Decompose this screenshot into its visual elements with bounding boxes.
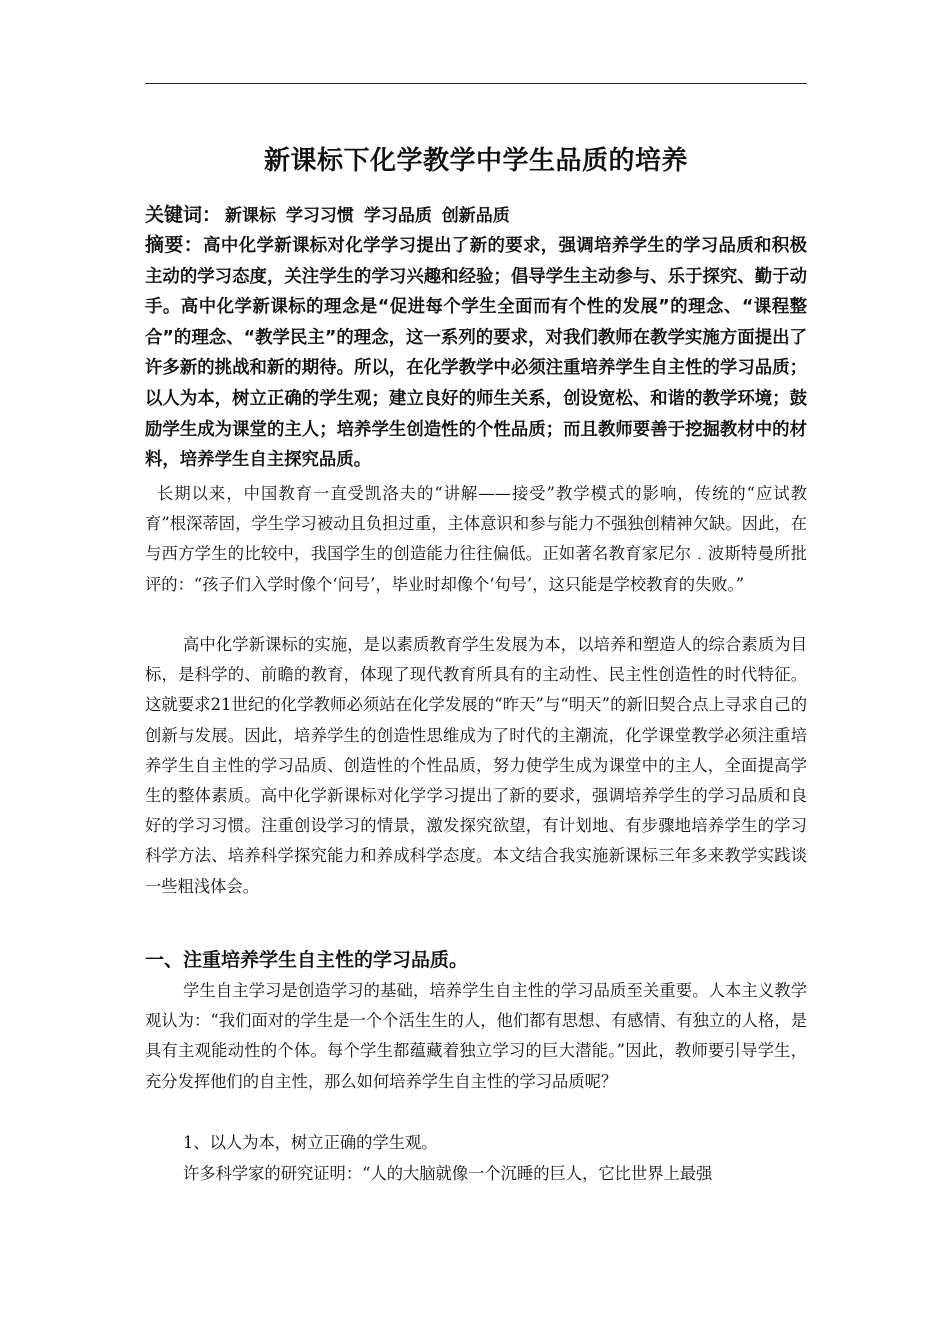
paragraph-4: 许多科学家的研究证明：“人的大脑就像一个沉睡的巨人，它比世界上最强	[183, 1164, 713, 1183]
paragraph-1: 长期以来，中国教育一直受凯洛夫的“讲解——接受”教学模式的影响，传统的“应试教育”根深蒂固，学生学习被动且负担过重，主体意识和参与能力不强独创精神欠缺。因此，在与西方学生的比较中，我国学生的创造能力往往偏低。正如著名教育家尼尔﹒波斯特曼所批评的：“孩子们入学时像个‘问号’，毕业时却像个‘句号’，这只能是学校教育的失败。”	[145, 484, 807, 594]
abstract	[145, 230, 807, 476]
abstract-label: 摘要：	[145, 234, 204, 256]
keywords-line	[145, 201, 807, 230]
abstract-text: 高中化学新课标对化学学习提出了新的要求，强调培养学生的学习品质和积极主动的学习态度，关注学生的学习兴趣和经验；倡导学生主动参与、乐于探究、勤于动手。高中化学新课标的理念是“促进每个学生全面而有个性的发展”的理念、“课程整合”的理念、“教学民主”的理念，这一系列的要求，对我们教师在教学实施方面提出了许多新的挑战和新的期待。所以，在化学教学中必须注重培养学生自主性的学习品质；以人为本，树立正确的学生观；建立良好的师生关系，创设宽松、和谐的教学环境；鼓励学生成为课堂的主人；培养学生创造性的个性品质；而且教师要善于挖掘教材中的材料，培养学生自主探究品质。	[145, 236, 807, 471]
keywords-label: 关键词：	[145, 204, 222, 226]
paragraph-3: 学生自主学习是创造学习的基础，培养学生自主性的学习品质至关重要。人本主义教学观认为：“我们面对的学生是一个个活生生的人，他们都有思想、有感情、有独立的人格，是具有主观能动性的个体。每个学生都蕴藏着独立学习的巨大潜能。”因此，教师要引导学生，充分发挥他们的自主性，那么如何培养学生自主性的学习品质呢？	[145, 981, 807, 1091]
section-1-heading: 一、注重培养学生自主性的学习品质。	[145, 949, 469, 971]
keywords-value: 新课标 学习习惯 学习品质 创新品质	[225, 206, 510, 226]
header-rule	[145, 83, 807, 84]
subheading-1: 1、以人为本，树立正确的学生观。	[183, 1133, 438, 1152]
document-title: 新课标下化学教学中学生品质的培养	[263, 146, 688, 176]
paragraph-2: 高中化学新课标的实施，是以素质教育学生发展为本，以培养和塑造人的综合素质为目标，是科学的、前瞻的教育，体现了现代教育所具有的主动性、民主性创造性的时代特征。这就要求21世纪的化学教师必须站在化学发展的“昨天”与“明天”的新旧契合点上寻求自己的创新与发展。因此，培养学生的创造性思维成为了时代的主潮流，化学课堂教学必须注重培养学生自主性的学习品质、创造性的个性品质，努力使学生成为课堂中的主人，全面提高学生的整体素质。高中化学新课标对化学学习提出了新的要求，强调培养学生的学习品质和良好的学习习惯。注重创设学习的情景，激发探究欲望，有计划地、有步骤地培养学生的学习科学方法、培养科学探究能力和养成科学态度。本文结合我实施新课标三年多来教学实践谈一些粗浅体会。	[145, 635, 807, 896]
